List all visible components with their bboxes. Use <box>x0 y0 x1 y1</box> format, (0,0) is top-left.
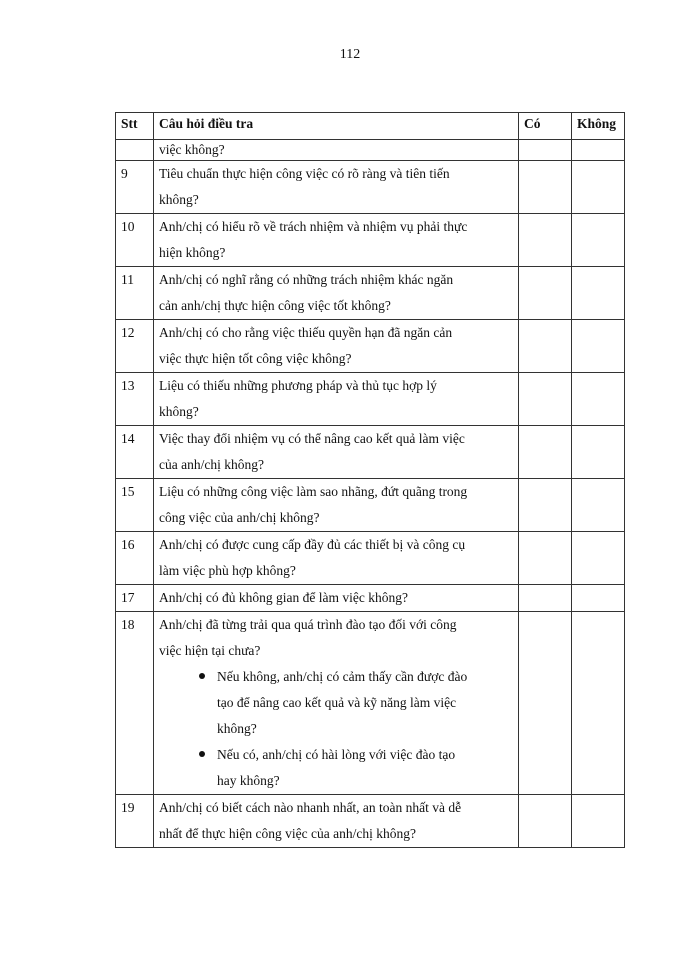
question-cell <box>154 161 519 214</box>
bullet-list <box>159 664 513 794</box>
question-line: Anh/chị có hiểu rõ về trách nhiệm và nhiệm vụ phải thực <box>159 219 468 234</box>
stt-cell: 15 <box>116 479 154 532</box>
no-cell <box>572 795 625 848</box>
bullet-item <box>197 742 513 794</box>
question-line: Anh/chị có nghĩ rằng có những trách nhiệm khác ngăn <box>159 272 454 287</box>
stt-cell: 16 <box>116 532 154 585</box>
question-line: Liệu có những công việc làm sao nhãng, đứt quãng trong <box>159 484 468 499</box>
header-yes: Có <box>519 113 572 140</box>
header-question: Câu hỏi điều tra <box>154 113 519 140</box>
stt-cell: 11 <box>116 267 154 320</box>
question-cell <box>154 214 519 267</box>
no-cell <box>572 140 625 161</box>
question-line: hiện không? <box>159 245 226 260</box>
table-row <box>116 214 625 267</box>
question-line: Anh/chị có đủ không gian để làm việc không? <box>159 590 408 605</box>
question-cell <box>154 267 519 320</box>
yes-cell <box>519 532 572 585</box>
yes-cell <box>519 161 572 214</box>
stt-cell: 13 <box>116 373 154 426</box>
question-line: Liệu có thiếu những phương pháp và thủ tục hợp lý <box>159 378 437 393</box>
question-line: Anh/chị có được cung cấp đầy đủ các thiết bị và công cụ <box>159 537 466 552</box>
question-line: Việc thay đổi nhiệm vụ có thể nâng cao kết quả làm việc <box>159 431 465 446</box>
stt-cell: 12 <box>116 320 154 373</box>
bullet-line: Nếu có, anh/chị có hài lòng với việc đào tạo <box>217 747 456 762</box>
question-cell <box>154 585 519 612</box>
yes-cell <box>519 612 572 795</box>
question-line: công việc của anh/chị không? <box>159 510 320 525</box>
question-cell <box>154 612 519 795</box>
stt-cell: 19 <box>116 795 154 848</box>
no-cell <box>572 585 625 612</box>
question-line: Anh/chị có biết cách nào nhanh nhất, an toàn nhất và dễ <box>159 800 462 815</box>
no-cell <box>572 479 625 532</box>
question-line: việc thực hiện tốt công việc không? <box>159 351 352 366</box>
table-row <box>116 532 625 585</box>
question-cell <box>154 479 519 532</box>
yes-cell <box>519 426 572 479</box>
yes-cell <box>519 479 572 532</box>
stt-cell: 9 <box>116 161 154 214</box>
question-line: Anh/chị đã từng trải qua quá trình đào tạo đối với công <box>159 617 457 632</box>
table-row <box>116 426 625 479</box>
survey-table <box>115 112 625 848</box>
question-cell: việc không? <box>154 140 519 161</box>
page-number: 112 <box>339 47 361 62</box>
question-cell <box>154 426 519 479</box>
no-cell <box>572 161 625 214</box>
table-row <box>116 320 625 373</box>
bullet-line: tạo để nâng cao kết quả và kỹ năng làm việc <box>217 695 457 710</box>
bullet-icon <box>199 673 205 679</box>
table-row <box>116 612 625 795</box>
question-line: Tiêu chuẩn thực hiện công việc có rõ ràng và tiên tiến <box>159 166 450 181</box>
stt-cell <box>116 140 154 161</box>
continuation-row <box>116 140 625 161</box>
question-cell <box>154 373 519 426</box>
no-cell <box>572 532 625 585</box>
table-row <box>116 161 625 214</box>
bullet-line: Nếu không, anh/chị có cảm thấy cần được đào <box>217 669 468 684</box>
question-line: cản anh/chị thực hiện công việc tốt không? <box>159 298 391 313</box>
question-line: không? <box>159 404 199 419</box>
question-line: của anh/chị không? <box>159 457 264 472</box>
question-line: việc hiện tại chưa? <box>159 643 261 658</box>
table-row <box>116 267 625 320</box>
stt-cell: 14 <box>116 426 154 479</box>
question-line: nhất để thực hiện công việc của anh/chị không? <box>159 826 416 841</box>
bullet-item <box>197 664 513 742</box>
no-cell <box>572 612 625 795</box>
stt-cell: 10 <box>116 214 154 267</box>
header-stt: Stt <box>116 113 154 140</box>
question-cell <box>154 320 519 373</box>
yes-cell <box>519 140 572 161</box>
question-cell <box>154 795 519 848</box>
table-row <box>116 795 625 848</box>
stt-cell: 17 <box>116 585 154 612</box>
question-line: Anh/chị có cho rằng việc thiếu quyền hạn đã ngăn cản <box>159 325 453 340</box>
no-cell <box>572 426 625 479</box>
yes-cell <box>519 373 572 426</box>
header-no: Không <box>572 113 625 140</box>
stt-cell: 18 <box>116 612 154 795</box>
yes-cell <box>519 214 572 267</box>
table-row <box>116 373 625 426</box>
bullet-line: không? <box>217 721 257 736</box>
yes-cell <box>519 795 572 848</box>
no-cell <box>572 267 625 320</box>
yes-cell <box>519 585 572 612</box>
question-line: làm việc phù hợp không? <box>159 563 296 578</box>
table-row <box>116 479 625 532</box>
header-row <box>116 113 625 140</box>
table-row <box>116 585 625 612</box>
bullet-line: hay không? <box>217 773 280 788</box>
yes-cell <box>519 320 572 373</box>
question-line: không? <box>159 192 199 207</box>
no-cell <box>572 320 625 373</box>
question-cell <box>154 532 519 585</box>
no-cell <box>572 214 625 267</box>
bullet-icon <box>199 751 205 757</box>
yes-cell <box>519 267 572 320</box>
no-cell <box>572 373 625 426</box>
